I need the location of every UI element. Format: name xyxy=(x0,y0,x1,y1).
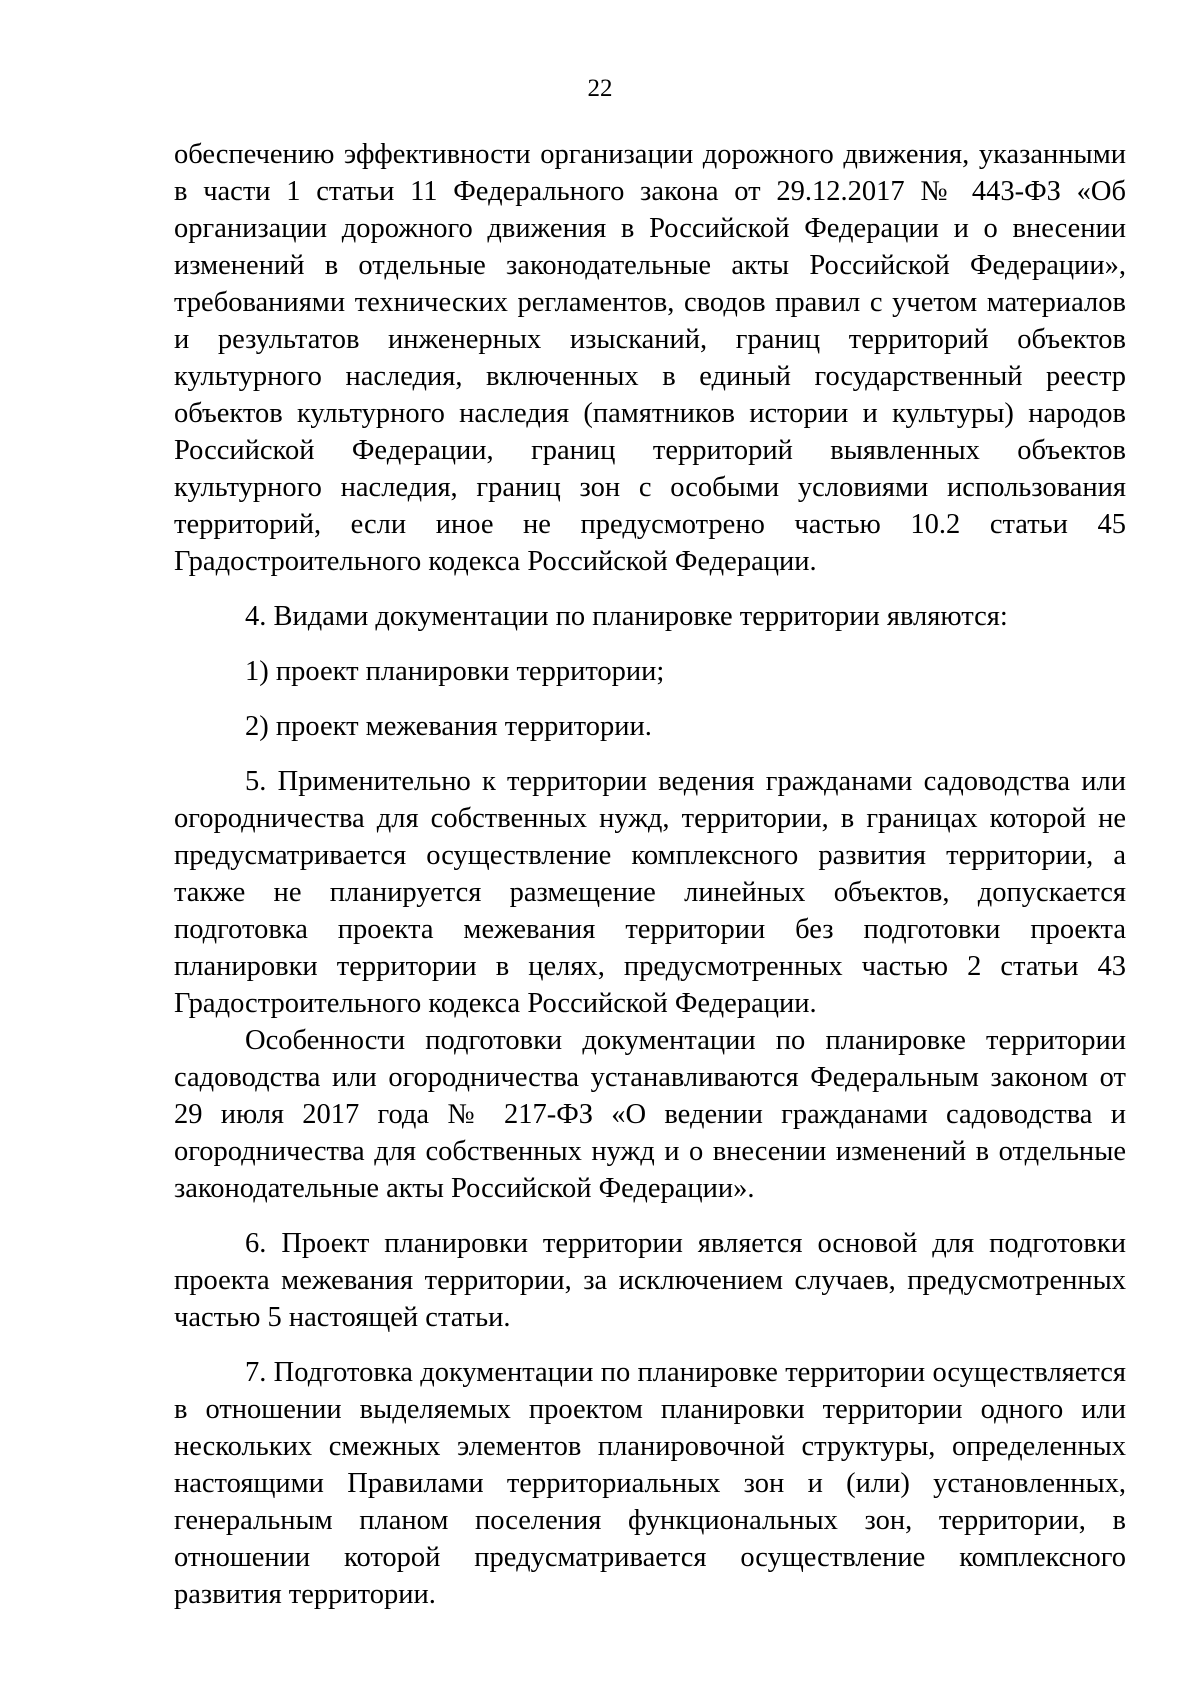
paragraph-item-5-features: Особенности подготовки документации по планировке территории садоводства или огородничества устанавливаются Федеральным законом от 29 июля 2017 года № 217-ФЗ «О ведении гражданами садоводства и огородничества для собственных нужд и о внесении изменений в отдельные законодательные акты Российской Федерации». xyxy=(174,1025,1126,1204)
paragraph-item-7: 7. Подготовка документации по планировке территории осуществляется в отношении выделяемых проектом планировки территории одного или нескольких смежных элементов планировочной структуры, определенных настоящими Правилами территориальных зон и (или) установленных, генеральным планом поселения функциональных зон, территории, в отношении которой предусматривается осуществление комплексного развития территории. xyxy=(174,1357,1126,1610)
paragraph-item-5: 5. Применительно к территории ведения гражданами садоводства или огородничества для собственных нужд, территории, в границах которой не предусматривается осуществление комплексного развития территории, а также не планируется размещение линейных объектов, допускается подготовка проекта межевания территории без подготовки проекта планировки территории в целях, предусмотренных частью 2 статьи 43 Градостроительного кодекса Российской Федерации. xyxy=(174,766,1126,1019)
document-body xyxy=(174,136,1126,1613)
paragraph-continuation: обеспечению эффективности организации дорожного движения, указанными в части 1 статьи 11 Федерального закона от 29.12.2017 № 443-ФЗ «Об организации дорожного движения в Российской Федерации и о внесении изменений в отдельные законодательные акты Российской Федерации», требованиями технических регламентов, сводов правил с учетом материалов и результатов инженерных изысканий, границ территорий объектов культурного наследия, включенных в единый государственный реестр объектов культурного наследия (памятников истории и культуры) народов Российской Федерации, границ территорий выявленных объектов культурного наследия, границ зон с особыми условиями использования территорий, если иное не предусмотрено частью 10.2 статьи 45 Градостроительного кодекса Российской Федерации. xyxy=(174,139,1126,577)
paragraph-item-4: 4. Видами документации по планировке территории являются: xyxy=(245,601,1008,632)
paragraph-subitem-2: 2) проект межевания территории. xyxy=(245,711,652,742)
paragraph-subitem-1: 1) проект планировки территории; xyxy=(245,656,665,687)
page-number: 22 xyxy=(587,75,613,102)
paragraph-item-6: 6. Проект планировки территории является основой для подготовки проекта межевания территории, за исключением случаев, предусмотренных частью 5 настоящей статьи. xyxy=(174,1228,1126,1333)
